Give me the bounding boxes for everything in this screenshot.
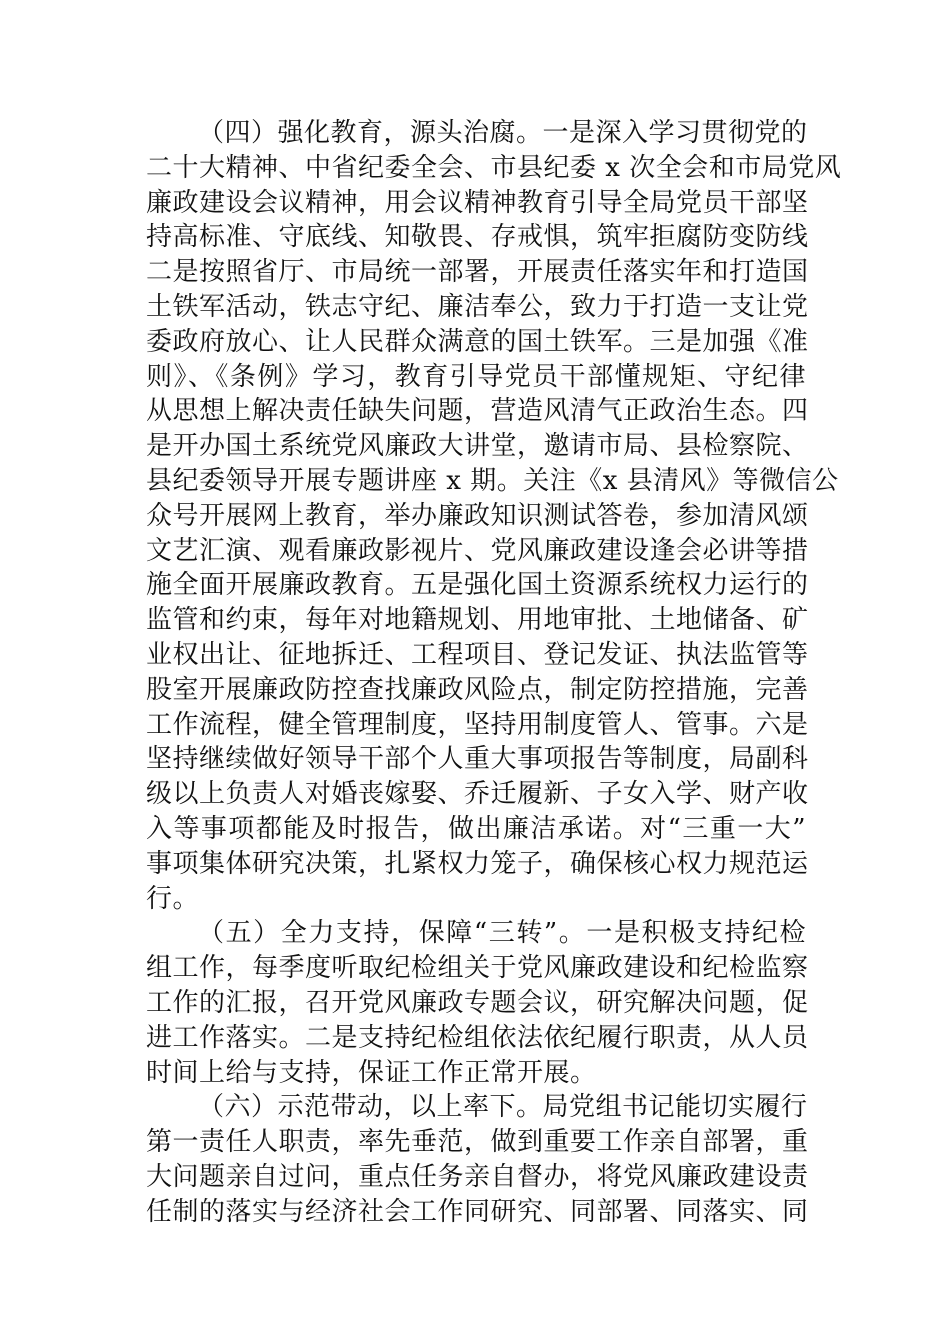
text-line: 二十大精神、中省纪委全会、市县纪委 x 次全会和市局党风	[146, 152, 842, 183]
text-line: （六）示范带动，以上率下。局党组书记能切实履行	[198, 1092, 808, 1123]
text-line: 工作流程，健全管理制度，坚持用制度管人、管事。六是	[146, 709, 809, 740]
text-line: 进工作落实。二是支持纪检组依法依纪履行职责，从人员	[146, 1022, 809, 1053]
document-body	[146, 116, 842, 1230]
text-line: 二是按照省厅、市局统一部署，开展责任落实年和打造国	[146, 257, 809, 288]
text-line: 级以上负责人对婚丧嫁娶、乔迁履新、子女入学、财产收	[146, 779, 809, 810]
text-line: 行。	[146, 883, 200, 914]
text-line: 时间上给与支持，保证工作正常开展。	[146, 1057, 597, 1088]
text-line: 是开办国土系统党风廉政大讲堂，邀请市局、县检察院、	[146, 431, 809, 462]
text-line: 任制的落实与经济社会工作同研究、同部署、同落实、同	[146, 1196, 809, 1227]
text-line: 监管和约束，每年对地籍规划、用地审批、土地储备、矿	[146, 605, 809, 636]
text-line: 业权出让、征地拆迁、工程项目、登记发证、执法监管等	[146, 639, 809, 670]
text-line: 县纪委领导开展专题讲座 x 期。关注《x 县清风》等微信公	[146, 465, 839, 496]
text-line: 工作的汇报，召开党风廉政专题会议，研究解决问题，促	[146, 987, 809, 1018]
text-line: 组工作，每季度听取纪检组关于党风廉政建设和纪检监察	[146, 953, 809, 984]
text-line: 从思想上解决责任缺失问题，营造风清气正政治生态。四	[146, 396, 809, 427]
text-line: 施全面开展廉政教育。五是强化国土资源系统权力运行的	[146, 570, 809, 601]
text-line: 第一责任人职责，率先垂范，做到重要工作亲自部署，重	[146, 1127, 809, 1158]
text-line: 持高标准、守底线、知敬畏、存戒惧，筑牢拒腐防变防线	[146, 222, 809, 253]
text-line: 坚持继续做好领导干部个人重大事项报告等制度，局副科	[146, 744, 809, 775]
text-line: 大问题亲自过问，重点任务亲自督办，将党风廉政建设责	[146, 1161, 809, 1192]
text-line: 文艺汇演、观看廉政影视片、党风廉政建设逢会必讲等措	[146, 535, 809, 566]
text-line: 众号开展网上教育，举办廉政知识测试答卷，参加清风颂	[146, 500, 809, 531]
text-line: 廉政建设会议精神，用会议精神教育引导全局党员干部坚	[146, 187, 809, 218]
text-line: 入等事项都能及时报告，做出廉洁承诺。对“三重一大”	[146, 813, 806, 844]
text-line: 则》、《条例》学习，教育引导党员干部懂规矩、守纪律	[146, 361, 806, 392]
text-line: （四）强化教育，源头治腐。一是深入学习贯彻党的	[198, 118, 808, 148]
text-line: 委政府放心、让人民群众满意的国土铁军。三是加强《准	[146, 326, 809, 357]
text-line: 股室开展廉政防控查找廉政风险点，制定防控措施，完善	[146, 674, 809, 705]
text-line: 土铁军活动，铁志守纪、廉洁奉公，致力于打造一支让党	[146, 291, 809, 322]
text-line: 事项集体研究决策，扎紧权力笼子，确保核心权力规范运	[146, 848, 809, 879]
text-line: （五）全力支持，保障“三转”。一是积极支持纪检	[198, 918, 806, 949]
